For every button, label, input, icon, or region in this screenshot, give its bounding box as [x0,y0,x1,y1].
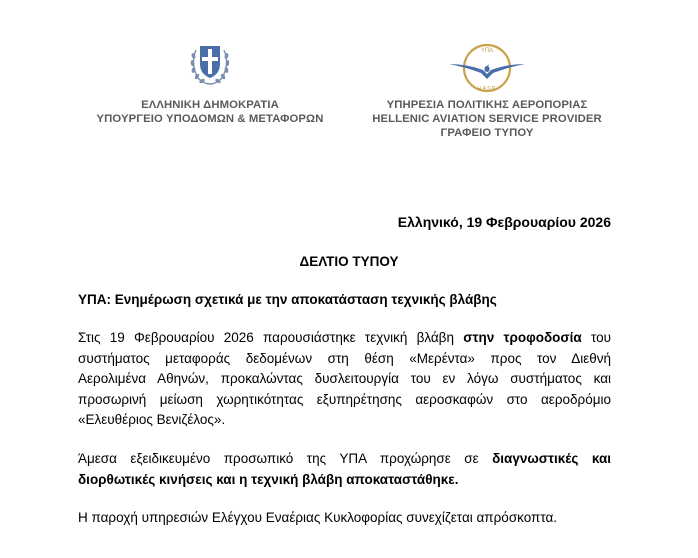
logo-container-right [352,40,622,98]
right-org-line-1: ΥΠΗΡΕΣΙΑ ΠΟΛΙΤΙΚΗΣ ΑΕΡΟΠΟΡΙΑΣ [386,99,588,111]
logo-text-top: ΥΠΑ [480,48,494,54]
paragraph-1-line-5: «Ελευθέριος Βενιζέλος». [78,412,226,427]
right-org-header [352,40,622,140]
paragraph-2-line-2-bold: διορθωτικές κινήσεις και η τεχνική βλάβη αποκαταστάθηκε. [78,471,459,487]
paragraph-1-line-1-part-a: Στις 19 Φεβρουαρίου 2026 παρουσιάστηκε τεχνική βλάβη [78,330,464,345]
paragraph-1-line-1-part-c: του [581,330,611,345]
paragraph-3-line-1: Η παροχή υπηρεσιών Ελέγχου Εναέριας Κυκλοφορίας συνεχίζεται απρόσκοπτα. [78,510,558,525]
paragraph-3 [78,508,611,529]
paragraph-1-line-3: Αερολιμένα Αθηνών, προκαλώντας δυσλειτουργία του εν λόγω συστήματος και [78,371,611,386]
paragraph-1-line-1 [78,328,611,349]
paragraph-2-line-1 [78,449,611,470]
paragraph-1-line-4: προσωρινή μείωση χωρητικότητας εξυπηρέτησης αεροσκαφών στο αεροδρόμιο [78,391,611,407]
left-org-line-1: ΕΛΛΗΝΙΚΗ ΔΗΜΟΚΡΑΤΙΑ [141,99,279,111]
right-org-line-3: ΓΡΑΦΕΙΟ ΤΥΠΟΥ [440,127,534,139]
paragraph-2-line-1-part-a: Άμεσα εξειδικευμένο προσωπικό της ΥΠΑ προχώρησε σε [78,451,493,466]
hasp-bird-logo-icon [447,40,527,96]
paragraph-1-line-2: συστήματος μεταφοράς δεδομένων στη θέση «Μερέντα» προς τον Διεθνή [78,350,611,366]
left-org-header [85,40,335,126]
paragraph-2-line-2 [78,470,611,491]
greek-coat-of-arms-icon [188,40,232,86]
logo-text-bottom: HASP [477,86,497,92]
paragraph-2-line-1-bold: διαγνωστικές και [492,451,612,466]
paragraph-1 [78,328,611,431]
paragraph-2 [78,449,611,490]
left-org-names [85,98,335,126]
paragraph-1-line-1-bold: στην τροφοδοσία [463,330,582,345]
right-org-line-2: HELLENIC AVIATION SERVICE PROVIDER [372,113,602,125]
left-org-line-2: ΥΠΟΥΡΓΕΙΟ ΥΠΟΔΟΜΩΝ & ΜΕΤΑΦΟΡΩΝ [96,113,324,125]
right-org-names [352,98,622,140]
date-line: Ελληνικό, 19 Φεβρουαρίου 2026 [397,214,611,230]
document-title: ΔΕΛΤΙΟ ΤΥΠΟΥ [299,254,399,269]
logo-container-left [85,40,335,98]
document-subject: ΥΠΑ: Ενημέρωση σχετικά με την αποκατάσταση τεχνικής βλάβης [78,292,497,307]
